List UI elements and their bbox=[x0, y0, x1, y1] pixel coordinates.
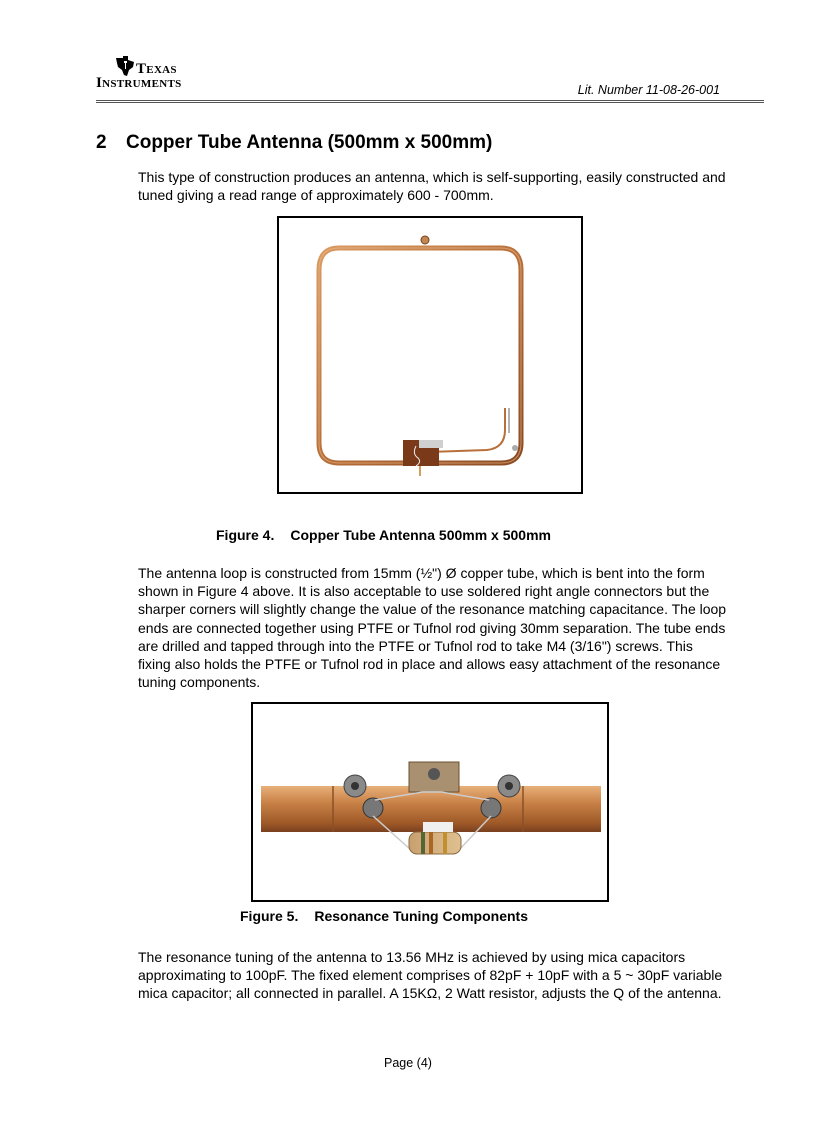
header-divider bbox=[96, 100, 764, 103]
section-title: Copper Tube Antenna (500mm x 500mm) bbox=[126, 132, 493, 153]
figure-5-title: Resonance Tuning Components bbox=[314, 908, 528, 924]
construction-paragraph: The antenna loop is constructed from 15mm (½") Ø copper tube, which is bent into the form shown in Figure 4 above. It is also acceptable to use soldered right angle connectors but the sharper corners will slightly change the value of the resonance matching capacitance. The loop ends are connected together using PTFE or Tufnol rod giving 30mm separation. The tube ends are drilled and tapped through into the PTFE or Tufnol rod to take M4 (3/16") screws. This fixing also holds the PTFE or Tufnol rod in place and allows easy attachment of the resonance tuning components. bbox=[138, 565, 727, 691]
figure-4-title: Copper Tube Antenna 500mm x 500mm bbox=[290, 527, 551, 543]
intro-paragraph: This type of construction produces an antenna, which is self-supporting, easily constructed and tuned giving a read range of approximately 600 - 700mm. bbox=[138, 169, 726, 204]
logo-text-instruments: Instruments bbox=[96, 75, 182, 91]
ti-state-icon bbox=[114, 55, 136, 77]
figure-4-number: Figure 4. bbox=[216, 527, 275, 543]
figure-4-image bbox=[277, 216, 583, 494]
ti-logo bbox=[96, 55, 236, 95]
page-number: Page (4) bbox=[384, 1056, 432, 1070]
logo-text-texas: Texas bbox=[136, 61, 177, 77]
figure-5-number: Figure 5. bbox=[240, 908, 299, 924]
figure-5-caption bbox=[240, 908, 528, 924]
copper-loop-antenna-photo bbox=[279, 218, 581, 492]
tuning-paragraph: The resonance tuning of the antenna to 13.56 MHz is achieved by using mica capacitors approximating to 100pF. The fixed element comprises of 82pF + 10pF with a 5 ~ 30pF variable mica capacitor; all connected in parallel. A 15KΩ, 2 Watt resistor, adjusts the Q of the antenna. bbox=[138, 949, 723, 1002]
tuning-components-photo bbox=[253, 704, 607, 900]
figure-5-image bbox=[251, 702, 609, 902]
section-heading bbox=[96, 132, 492, 154]
lit-number: Lit. Number 11-08-26-001 bbox=[577, 83, 720, 97]
section-number: 2 bbox=[96, 132, 107, 153]
figure-4-caption bbox=[216, 527, 551, 543]
